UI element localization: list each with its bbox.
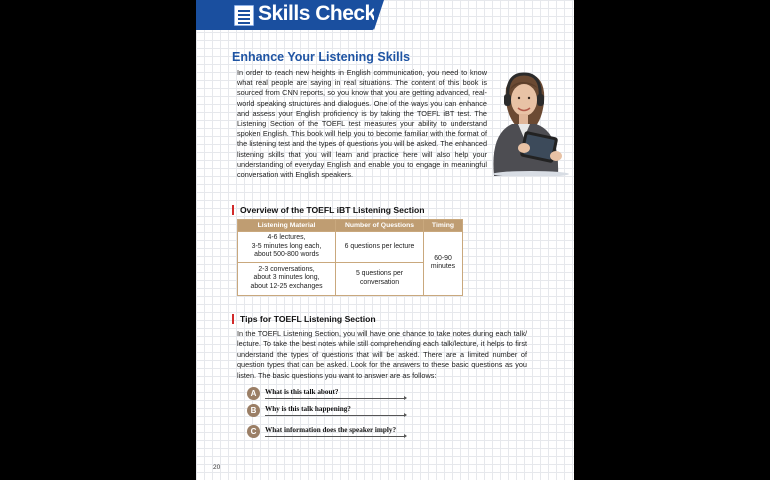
column-header: Number of Questions: [336, 220, 424, 232]
listening-section-table: [237, 219, 463, 296]
question-text: What is this talk about?: [265, 388, 339, 399]
letter-badge: A: [247, 387, 260, 400]
cell-line: 3-5 minutes long each,: [251, 242, 322, 250]
table-cell: [238, 262, 336, 295]
cell-line: 60-90: [434, 254, 452, 262]
notebook-icon: [234, 5, 254, 26]
table-row: [238, 232, 463, 263]
cell-line: about 12-25 exchanges: [250, 283, 323, 291]
overview-heading: Overview of the TOEFL iBT Listening Section: [232, 205, 424, 215]
question-item-c: [247, 424, 396, 438]
table-cell: 6 questions per lecture: [336, 232, 424, 263]
letter-badge: B: [247, 404, 260, 417]
banner-title: Skills Check: [258, 2, 376, 25]
cell-line: 5 questions per: [355, 270, 404, 278]
question-item-a: [247, 386, 339, 400]
student-with-headphones-illustration: [476, 68, 572, 176]
question-text: Why is this talk happening?: [265, 405, 351, 416]
cell-line: about 500-800 words: [254, 251, 319, 259]
cell-line: minutes: [430, 263, 456, 271]
cell-line: 2-3 conversations,: [258, 265, 315, 273]
cell-line: 4-6 lectures,: [267, 234, 306, 241]
intro-paragraph: In order to reach new heights in English communication, you need to know what real people are saying in real situations. The content of this book is sourced from CNN reports, so you know that you are getting advanced, real-world speaking structures and dialogues. One of the ways you can enhance and assess your English proficiency is by taking the TOEFL iBT test. The Listening Section of the TOEFL test measures your ability to understand spoken English. This book will help you to become familiar with the format of the listening test and the types of questions you will be asked. The enhanced listening skills that you will learn and practice here will also help your understanding of everyday English and enable you to engage in meaningful conversation with English speakers.: [237, 68, 487, 180]
section-title: Enhance Your Listening Skills: [232, 50, 411, 64]
timing-cell: [424, 232, 463, 296]
column-header: Listening Material: [238, 220, 336, 232]
skills-check-banner: [196, 0, 374, 30]
page-number: 20: [213, 464, 221, 471]
letter-badge: C: [247, 425, 260, 438]
arrow-line-icon: [265, 398, 405, 399]
book-page: [196, 0, 574, 480]
tips-paragraph: In the TOEFL Listening Section, you will have one chance to take notes during each talk/ lecture. To take the best notes while still comprehending each talk/lecture, it helps to first understand the types of questions that will be asked. There are a limited number of question types that can be asked. Look for the answers to these basic questions as you listen. The basic questions you want to answer are as follows:: [237, 329, 527, 380]
tips-heading: Tips for TOEFL Listening Section: [232, 314, 376, 324]
table-cell: [238, 232, 336, 263]
question-text: What information does the speaker imply?: [265, 426, 396, 437]
question-item-b: [247, 403, 351, 417]
arrow-line-icon: [265, 436, 405, 437]
arrow-line-icon: [265, 415, 405, 416]
cell-line: conversation: [359, 278, 400, 286]
table-cell: [336, 262, 424, 295]
column-header: Timing: [424, 220, 463, 232]
cell-line: about 3 minutes long,: [253, 274, 320, 282]
